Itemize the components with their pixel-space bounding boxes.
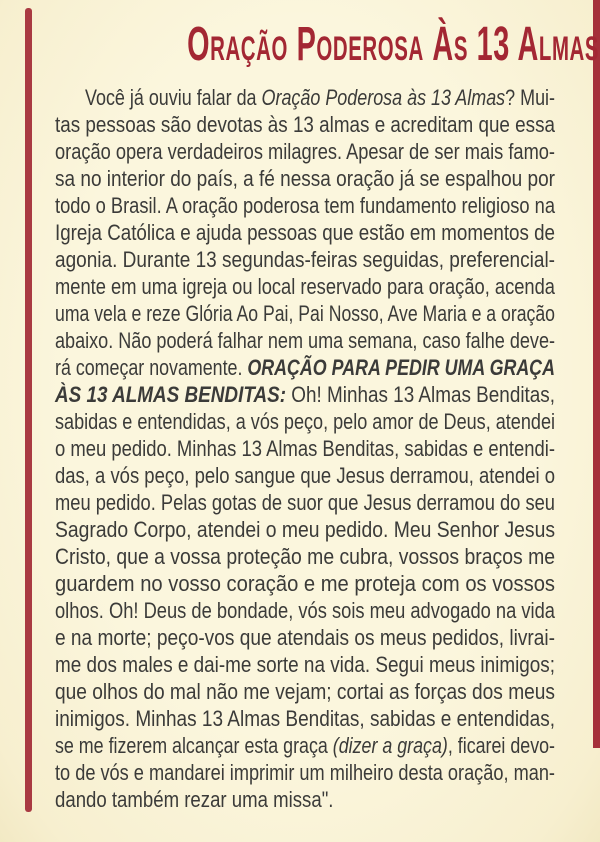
body-text-segment: Oh! Minhas 13 Almas Benditas, bbox=[286, 382, 555, 407]
page-title-text: Oração Poderosa Às 13 Almas bbox=[187, 18, 600, 71]
text-line bbox=[55, 624, 555, 651]
body-text-segment: sa no interior do país, a fé nessa oração já se espalhou por bbox=[55, 166, 555, 191]
body-text-segment: meu pedido. Pelas gotas de suor que Jesus derramou do seu bbox=[55, 490, 555, 515]
text-line bbox=[55, 570, 555, 597]
body-text-segment: , ficarei devo- bbox=[447, 733, 555, 758]
text-line bbox=[55, 678, 555, 705]
text-line bbox=[55, 327, 555, 354]
text-line bbox=[55, 462, 555, 489]
text-line bbox=[55, 543, 555, 570]
text-line bbox=[55, 273, 555, 300]
emphasized-text: ÀS 13 ALMAS BENDITAS: bbox=[55, 382, 287, 407]
left-border-line bbox=[25, 8, 32, 812]
body-text-segment: Você já ouviu falar da bbox=[85, 85, 262, 110]
body-text-segment: se me fizerem alcançar esta graça bbox=[55, 733, 333, 758]
text-line bbox=[55, 759, 555, 786]
text-line bbox=[55, 732, 555, 759]
emphasized-text: Oração Poderosa às 13 Almas bbox=[261, 85, 506, 110]
text-line bbox=[55, 111, 555, 138]
body-text-segment: sabidas e entendidas, a vós peço, pelo amor de Deus, atendei bbox=[55, 409, 555, 434]
body-text-segment: mente em uma igreja ou local reservado para oração, acenda bbox=[55, 274, 555, 299]
emphasized-text: ORAÇÃO PARA PEDIR UMA GRAÇA bbox=[247, 355, 555, 380]
text-line bbox=[55, 597, 555, 624]
body-text-segment: que olhos do mal não me vejam; cortai as forças dos meus bbox=[55, 679, 555, 704]
right-border-strip bbox=[593, 0, 600, 748]
body-text-segment: ? Mui- bbox=[505, 85, 555, 110]
text-line bbox=[55, 705, 555, 732]
text-line bbox=[55, 84, 555, 111]
prayer-text bbox=[55, 84, 555, 813]
body-text-segment: oração opera verdadeiros milagres. Apesar de ser mais famo- bbox=[55, 139, 555, 164]
emphasized-text: (dizer a graça) bbox=[332, 733, 448, 758]
body-text-segment: Cristo, que a vossa proteção me cubra, vossos braços me bbox=[55, 544, 555, 569]
text-line bbox=[55, 219, 555, 246]
body-text-segment: abaixo. Não poderá falhar nem uma semana, caso falhe deve- bbox=[55, 328, 555, 353]
text-line bbox=[55, 354, 555, 381]
body-text-segment: inimigos. Minhas 13 Almas Benditas, sabidas e entendidas, bbox=[55, 706, 555, 731]
text-line bbox=[55, 138, 555, 165]
body-text-segment: Sagrado Corpo, atendei o meu pedido. Meu Senhor Jesus bbox=[55, 517, 555, 542]
body-text-segment: guardem no vosso coração e me proteja com os vossos bbox=[55, 571, 555, 596]
text-line bbox=[55, 489, 555, 516]
body-text-segment: rá começar novamente. bbox=[55, 355, 248, 380]
text-line bbox=[55, 786, 555, 813]
body-text-segment: agonia. Durante 13 segundas-feiras seguidas, preferencial- bbox=[55, 247, 555, 272]
body-text-segment: me dos males e dai-me sorte na vida. Segui meus inimigos; bbox=[55, 652, 555, 677]
text-line bbox=[55, 381, 555, 408]
text-line bbox=[55, 408, 555, 435]
text-line bbox=[55, 246, 555, 273]
text-line bbox=[55, 435, 555, 462]
text-line bbox=[55, 300, 555, 327]
body-text-segment: olhos. Oh! Deus de bondade, vós sois meu advogado na vida bbox=[55, 598, 555, 623]
text-line bbox=[55, 165, 555, 192]
page-title bbox=[50, 18, 600, 71]
text-line bbox=[55, 192, 555, 219]
text-line bbox=[55, 651, 555, 678]
body-text-segment: todo o Brasil. A oração poderosa tem fundamento religioso na bbox=[55, 193, 555, 218]
body-text-segment: to de vós e mandarei imprimir um milheiro desta oração, man- bbox=[55, 760, 555, 785]
body-text-segment: tas pessoas são devotas às 13 almas e acreditam que essa bbox=[55, 112, 555, 137]
body-text-segment: dando também rezar uma missa". bbox=[55, 787, 334, 812]
body-text-segment: uma vela e reze Glória Ao Pai, Pai Nosso, Ave Maria e a oração bbox=[55, 301, 555, 326]
text-line bbox=[55, 516, 555, 543]
body-text-segment: o meu pedido. Minhas 13 Almas Benditas, sabidas e entendi- bbox=[55, 436, 555, 461]
body-text-segment: das, a vós peço, pelo sangue que Jesus derramou, atendei o bbox=[55, 463, 555, 488]
body-text-segment: e na morte; peço-vos que atendais os meus pedidos, livrai- bbox=[55, 625, 555, 650]
body-text-segment: Igreja Católica e ajuda pessoas que estão em momentos de bbox=[55, 220, 555, 245]
